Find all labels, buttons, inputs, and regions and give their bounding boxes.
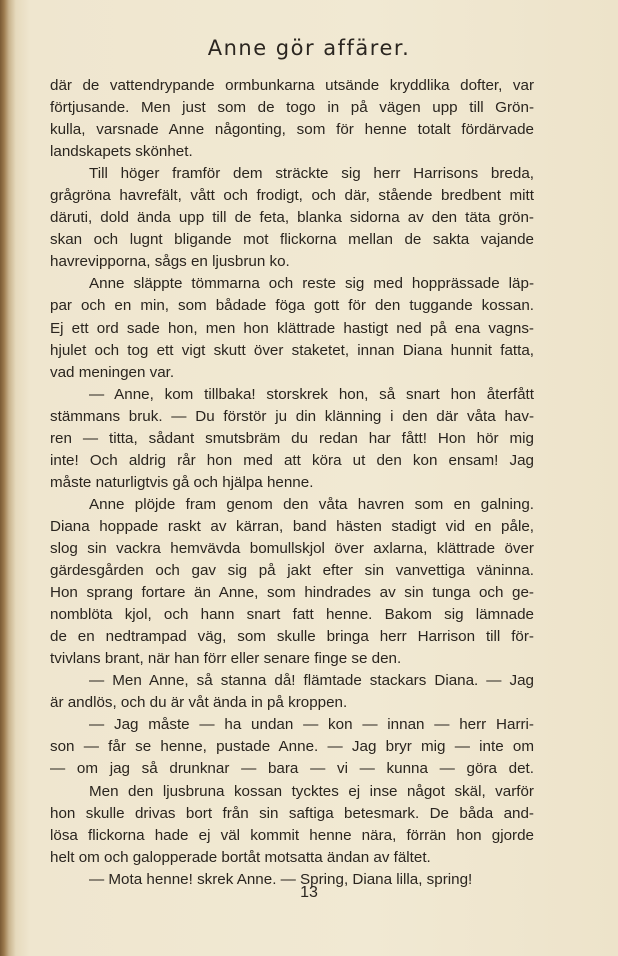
text-line: havrevipporna, sågs en ljusbrun ko.	[50, 253, 290, 271]
text-line: nomblöta kjol, och hann snart fatt henne. Bakom sig lämnade	[50, 606, 534, 624]
text-line: — om jag så drunknar — bara — vi — kunna — göra det.	[50, 760, 534, 778]
text-line: skan och lugnt bligande mot flickorna mellan de sakta vajande	[50, 231, 534, 249]
text-line: slog sin vackra hemvävda bomullskjol över axlarna, klättrade över	[50, 539, 534, 557]
text-line: — Men Anne, så stanna då! flämtade stackars Diana. — Jag	[89, 672, 534, 690]
text-line: Hon sprang fortare än Anne, som hindrades av sin tunga och ge-	[50, 584, 534, 602]
text-line: Ej ett ord sade hon, men hon klättrade hastigt ned på ena vagns-	[50, 319, 534, 337]
running-header: Anne gör affärer.	[207, 36, 411, 60]
text-line: — Mota henne! skrek Anne. — Spring, Diana lilla, spring!	[89, 870, 473, 888]
text-line: Anne släppte tömmarna och reste sig med hopprässade läp-	[89, 275, 534, 293]
text-line: Till höger framför dem sträckte sig herr Harrisons breda,	[89, 165, 534, 183]
text-line: Anne plöjde fram genom den våta havren som en galning.	[89, 495, 534, 513]
body-text	[50, 75, 534, 891]
text-line: tvivlans brant, när han förr eller senare finge se den.	[50, 650, 402, 668]
text-line: vad meningen var.	[50, 363, 175, 381]
text-line: son — får se henne, pustade Anne. — Jag bryr mig — inte om	[50, 738, 534, 756]
text-line: förtjusande. Men just som de togo in på vägen upp till Grön-	[50, 99, 534, 117]
text-line: de en nedtrampad väg, som skulle bringa herr Harrison till för-	[50, 628, 534, 646]
text-line: är andlös, och du är våt ända in på kroppen.	[50, 694, 348, 712]
text-line: Diana hoppade raskt av kärran, band hästen stadigt vid en påle,	[50, 517, 534, 535]
text-line: — Jag måste — ha undan — kon — innan — herr Harri-	[89, 716, 534, 734]
text-line: ren — titta, sådant smutsbräm du redan har fått! Hon hör mig	[50, 429, 534, 447]
text-line: kulla, varsnade Anne någonting, som för henne totalt fördärvade	[50, 121, 534, 139]
text-line: lösa flickorna hade ej väl kommit henne nära, förrän hon gjorde	[50, 826, 534, 844]
text-line: helt om och galopperade bortåt motsatta ändan av fältet.	[50, 848, 431, 866]
text-line: par och en min, som bådade föga gott för den tuggande kossan.	[50, 297, 534, 315]
text-line: stämmans bruk. — Du förstör ju din klänning i den där våta hav-	[50, 407, 534, 425]
text-line: landskapets skönhet.	[50, 143, 193, 161]
text-line: gärdesgården och gav sig på jakt efter sin vanvettiga väninna.	[50, 562, 534, 580]
text-line: hon skulle drivas bort från sin saftiga betesmark. De båda and-	[50, 804, 534, 822]
text-line: hjulet och tog ett vigt skutt över staketet, innan Diana hunnit fatta,	[50, 341, 534, 359]
text-line: där de vattendrypande ormbunkarna utsände kryddlika dofter, var	[50, 77, 534, 94]
text-line: däruti, dold ända upp till de feta, blanka sidorna av den täta grön-	[50, 209, 534, 227]
text-line: Men den ljusbruna kossan tycktes ej inse något skäl, varför	[89, 782, 534, 800]
text-line: — Anne, kom tillbaka! storskrek hon, så snart hon återfått	[89, 385, 534, 403]
text-line: inte! Och aldrig rår hon med att köra ut den kon ensam! Jag	[50, 451, 534, 469]
page-number: 13	[300, 884, 318, 901]
text-line: måste naturligtvis gå och hjälpa henne.	[50, 473, 314, 491]
text-line: grågröna havrefält, vått och frodigt, och där, stående bredbent mitt	[50, 187, 534, 205]
